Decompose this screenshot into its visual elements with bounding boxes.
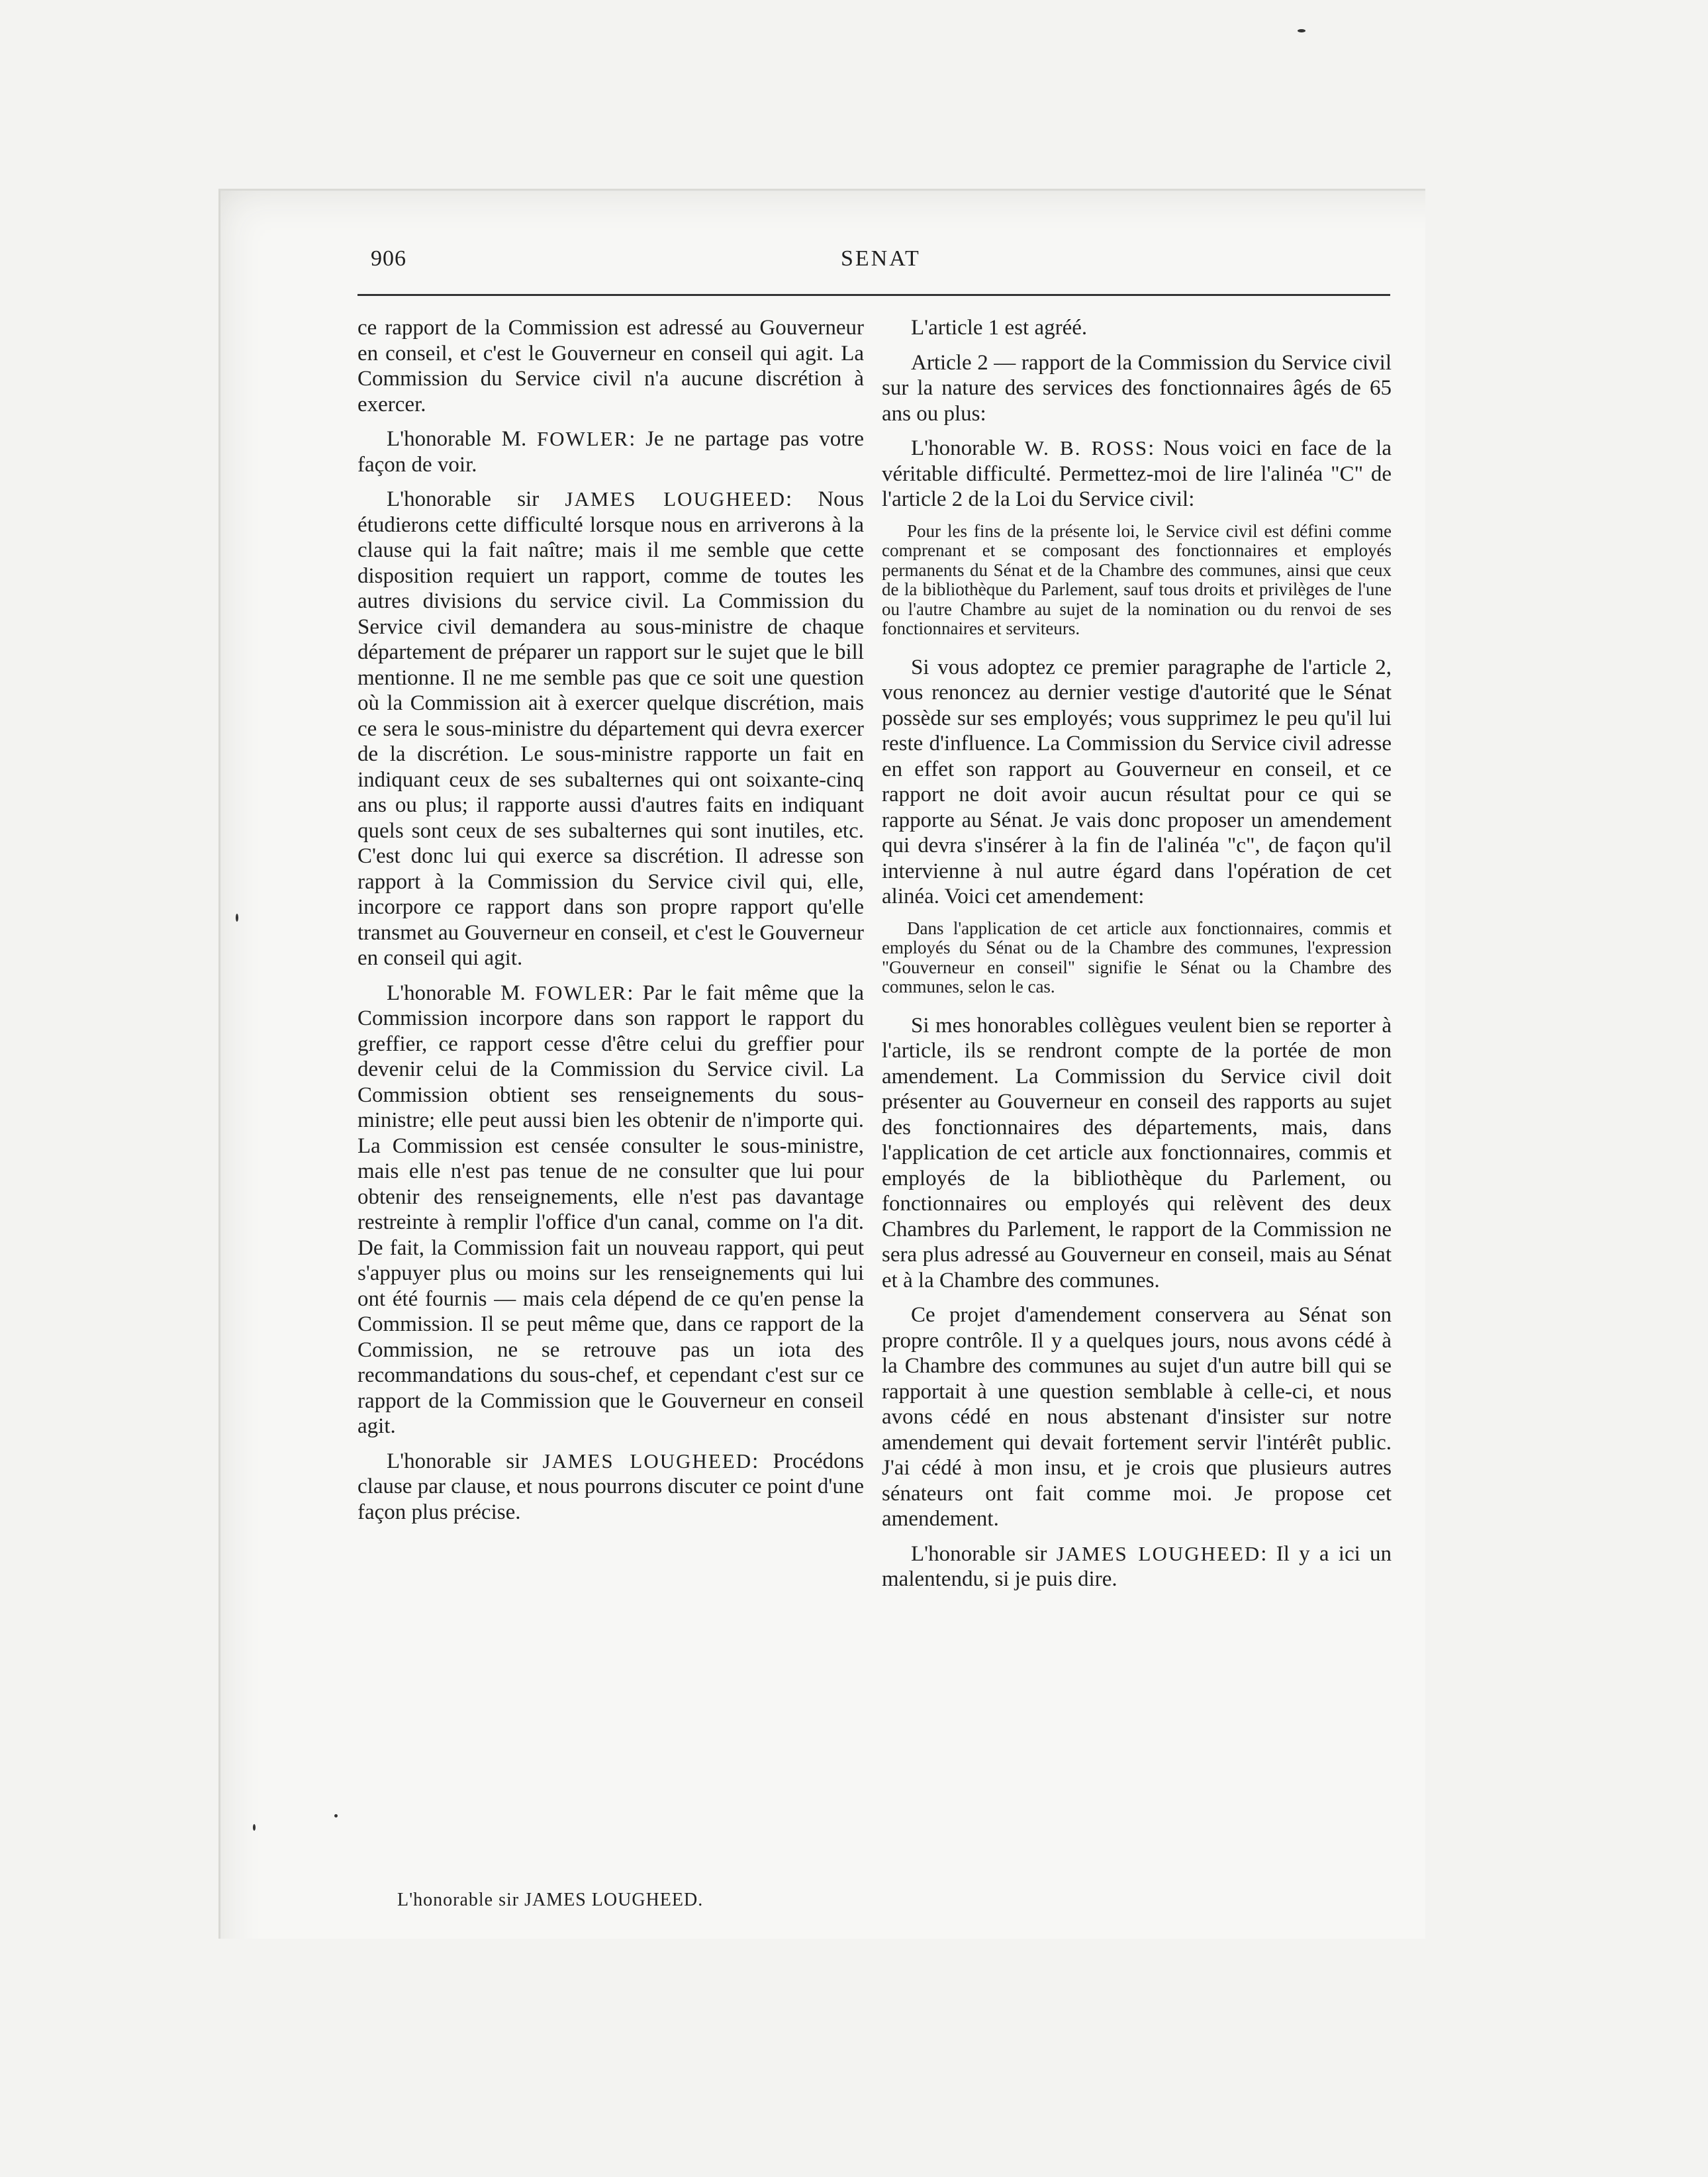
- text-run: Si vous adoptez ce premier paragraphe de l'article 2, vous renoncez au dernier vestige d'autorité que le Sénat possède sur ses employés; vous supprimez le peu qu'il lui reste d'influence. La Commission du Service civil adresse en effet son rapport au Gouverneur en conseil, et ce rapport ne doit avoir aucun résultat pour ce qui se rapporte au Sénat. Je vais donc proposer un amendement qui devra s'insérer à la fin de l'alinéa "c", de façon qu'il intervienne à nul autre égard dans l'opération de cet alinéa. Voici cet amendement:: [882, 655, 1392, 908]
- paragraph-continued: [357, 315, 864, 417]
- speech-paragraph: [882, 1302, 1392, 1532]
- header-rule: [357, 294, 1390, 296]
- speech-paragraph: [357, 1449, 864, 1525]
- text-run: L'honorable sir: [911, 1541, 1057, 1566]
- speech-paragraph: [882, 655, 1392, 910]
- text-run: Ce projet d'amendement conservera au Sénat son propre contrôle. Il y a quelques jours, nous avons cédé à la Chambre des communes au sujet d'un autre bill qui se rapportait à une question semblable à celle-ci, et nous avons cédé en nous abstenant d'insister sur notre amendement qui devait fortement servir l'intérêt public. J'ai cédé à mon insu, et je crois que plusieurs autres sénateurs ont fait comme moi. Je propose cet amendement.: [882, 1303, 1392, 1531]
- scan-speck: [334, 1814, 338, 1817]
- text-run: : Il y a ici un malentendu, si je puis dire.: [882, 1541, 1392, 1591]
- text-run: : Nous étudierons cette difficulté lorsque nous en arriverons à la clause qui la fait naître; mais il me semble que cette disposition requiert un rapport, comme de toutes les autres divisions du service civil. La Commission du Service civil demandera au sous-ministre de chaque département de préparer un rapport sur le sujet que le bill mentionne. Il ne me semble pas que ce soit une question où la Commission ait à exercer quelque discrétion, mais ce sera le sous-ministre du département qui devra exercer de la discrétion. Le sous-ministre rapporte un fait en indiquant ceux de ses subalternes qui ont soixante-cinq ans ou plus; il rapporte aussi d'autres faits en indiquant quels sont ceux de ses subalternes qui sont inutiles, etc. C'est donc lui qui exerce sa discrétion. Il adresse son rapport à la Commission du Service civil qui, elle, incorpore ce rapport dans son propre rapport qu'elle transmet au Gouverneur en conseil, et c'est le Gouverneur en conseil qui agit.: [357, 487, 865, 970]
- text-run: Si mes honorables collègues veulent bien se reporter à l'article, ils se rendront compte de la portée de mon amendement. La Commission du Service civil doit présenter au Gouverneur en conseil des rapports au sujet des fonctionnaires des départements, mais, dans l'application de cet article aux fonctionnaires, commis et employés de la bibliothèque du Parlement, ou fonctionnaires ou employés qui relèvent des deux Chambres du Parlement, le rapport de la Commission ne sera plus adressé au Gouverneur en conseil, mais au Sénat et à la Chambre des communes.: [882, 1013, 1392, 1292]
- speech-paragraph: [882, 1541, 1392, 1592]
- left-column: [357, 315, 864, 1534]
- text-run: L'honorable: [911, 436, 1025, 460]
- speech-paragraph: [882, 350, 1392, 427]
- running-title: SENAT: [841, 246, 921, 271]
- speaker-name: W. B. ROSS: [1024, 436, 1149, 460]
- text-run: : Nous voici en face de la véritable difficulté. Permettez-moi de lire l'alinéa "C" de l'article 2 de la Loi du Service civil:: [882, 436, 1392, 511]
- page-number: 906: [371, 246, 406, 271]
- speaker-name: FOWLER: [534, 981, 628, 1004]
- quoted-passage: [882, 522, 1392, 639]
- text-run: L'honorable M.: [387, 427, 537, 451]
- speaker-name: JAMES LOUGHEED: [542, 1449, 753, 1473]
- text-run: : Procédons clause par clause, et nous pourrons discuter ce point d'une façon plus précise.: [357, 1449, 864, 1524]
- text-run: ce rapport de la Commission est adressé au Gouverneur en conseil, et c'est le Gouverneur en conseil qui agit. La Commission du Service civil n'a aucune discrétion à exercer.: [357, 316, 864, 416]
- scan-speck: [1298, 29, 1305, 32]
- speech-paragraph: [357, 487, 864, 971]
- text-run: Dans l'application de cet article aux fonctionnaires, commis et employés du Sénat ou de la Chambre des communes, l'expression "Gouverneur en conseil" signifie le Sénat ou la Chambre des communes, selon le cas.: [882, 918, 1392, 996]
- scan-speck: [236, 914, 238, 922]
- text-run: Pour les fins de la présente loi, le Service civil est défini comme comprenant et se composant des fonctionnaires et employés permanents du Sénat et de la Chambre des communes, ainsi que ceux de la bibliothèque du Parlement, sauf tous droits et privilèges de l'une ou l'autre Chambre au sujet de la nomination ou du renvoi de ses fonctionnaires et serviteurs.: [882, 520, 1392, 638]
- page-header: [371, 246, 1390, 286]
- text-run: L'honorable sir: [387, 487, 565, 511]
- quoted-passage: [882, 919, 1392, 997]
- footer-note: L'honorable sir JAMES LOUGHEED.: [397, 1890, 704, 1910]
- right-column: [882, 315, 1392, 1602]
- speech-paragraph: [882, 436, 1392, 512]
- speaker-name: JAMES LOUGHEED: [565, 487, 786, 510]
- text-run: L'honorable M.: [387, 981, 535, 1005]
- speaker-name: JAMES LOUGHEED: [1056, 1541, 1261, 1565]
- text-run: : Je ne partage pas votre façon de voir.: [357, 427, 864, 477]
- speaker-name: FOWLER: [536, 427, 630, 450]
- text-run: L'article 1 est agréé.: [911, 316, 1088, 340]
- speech-paragraph: [357, 981, 864, 1439]
- text-run: Article 2 — rapport de la Commission du Service civil sur la nature des services des fonctionnaires âgés de 65 ans ou plus:: [882, 350, 1392, 426]
- text-run: : Par le fait même que la Commission incorpore dans son rapport le rapport du greffier, ce rapport cesse d'être celui du greffier pour devenir celui de la Commission du Service civil. La Commission obtient ses renseignements du sous-ministre; elle peut aussi bien les obtenir de n'importe qui. La Commission est censée consulter le sous-ministre, mais elle n'est pas tenue de ne consulter que lui pour obtenir des renseignements, elle n'est pas davantage restreinte à remplir l'office d'un canal, comme on l'a dit. De fait, la Commission fait un nouveau rapport, qui peut s'appuyer plus ou moins sur les renseignements qui lui ont été fournis — mais cela dépend de ce qu'en pense la Commission. Il se peut même que, dans ce rapport de la Commission, ne se retrouve pas un iota des recommandations du sous-chef, et cependant c'est sur ce rapport de la Commission que le Gouverneur en conseil agit.: [357, 981, 864, 1438]
- text-run: L'honorable sir: [387, 1449, 543, 1473]
- scan-speck: [253, 1824, 256, 1831]
- speech-paragraph: [357, 426, 864, 477]
- speech-paragraph: [882, 1013, 1392, 1294]
- speech-paragraph: [882, 315, 1392, 341]
